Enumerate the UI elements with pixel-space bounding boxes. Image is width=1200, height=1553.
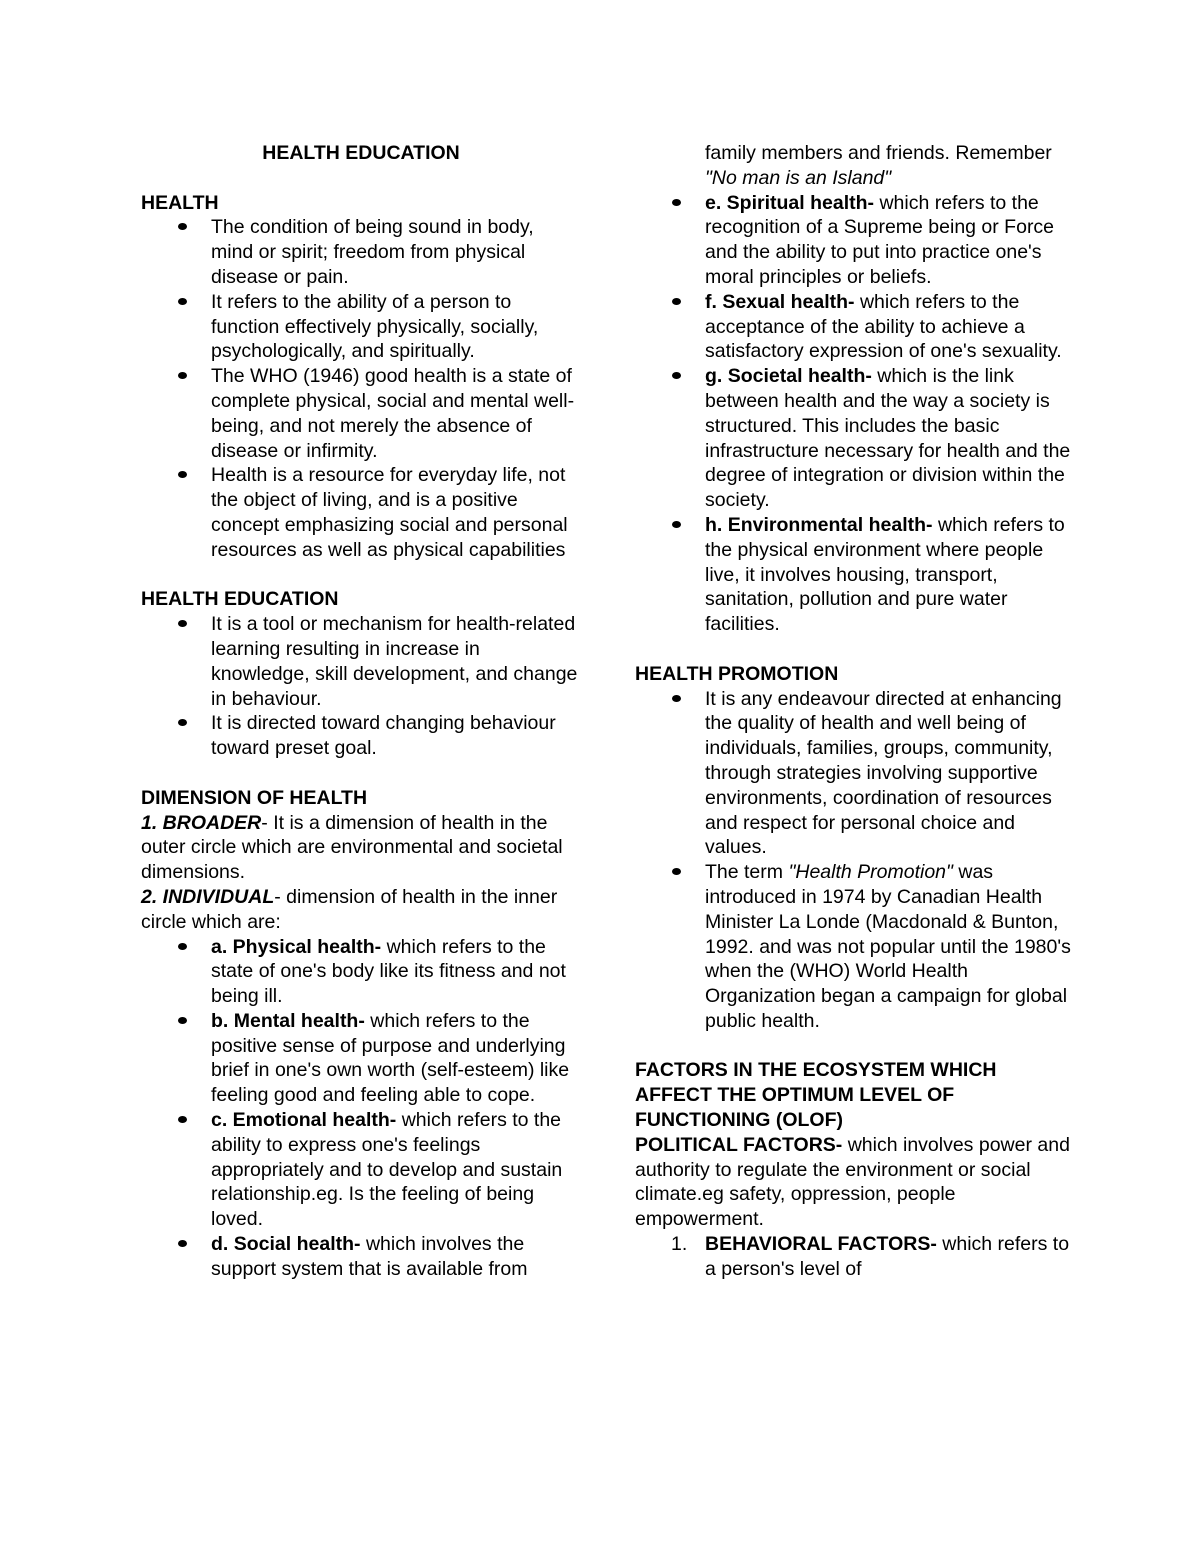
list-item: a. Physical health- which refers to the state of one's body like its fitness and not being ill.	[141, 935, 581, 1009]
list-item: 1. BEHAVIORAL FACTORS- which refers to a person's level of	[671, 1233, 1070, 1280]
list-item: It refers to the ability of a person to function effectively physically, socially, psychologically, and spiritually.	[141, 290, 581, 364]
list-item: e. Spiritual health- which refers to the recognition of a Supreme being or Force and the ability to put into practice one's moral principles or beliefs.	[635, 191, 1075, 290]
list-item: The condition of being sound in body, mind or spirit; freedom from physical disease or pain.	[141, 215, 581, 289]
bullet-icon	[178, 719, 187, 726]
list-item: It is directed toward changing behaviour toward preset goal.	[141, 711, 581, 761]
health-education-list	[141, 612, 581, 761]
list-item: The term "Health Promotion" was introduced in 1974 by Canadian Health Minister La Londe (Macdonald & Bunton, 1992. and was not popular until the 1980's when the (WHO) World Health Organization began a campaign for global public health.	[635, 860, 1075, 1034]
left-column	[141, 141, 581, 1282]
individual-label: 2. INDIVIDUAL	[141, 885, 275, 908]
list-item: It is any endeavour directed at enhancing the quality of health and well being of individuals, families, groups, community, through strategies involving supportive environments, coordination of resources and respect for personal choice and values.	[635, 687, 1075, 861]
bullet-icon	[178, 620, 187, 627]
factors-heading: FACTORS IN THE ECOSYSTEM WHICH AFFECT THE OPTIMUM LEVEL OF FUNCTIONING (OLOF)	[635, 1059, 997, 1132]
health-promotion-heading: HEALTH PROMOTION	[635, 662, 839, 685]
bullet-icon	[672, 695, 681, 702]
bullet-icon	[672, 199, 681, 206]
individual-paragraph: 2. INDIVIDUAL- dimension of health in the inner circle which are:	[141, 885, 558, 933]
broader-label: 1. BROADER	[141, 811, 262, 834]
factors-list	[635, 1232, 1075, 1282]
health-list	[141, 215, 581, 562]
bullet-icon	[178, 372, 187, 379]
bullet-icon	[178, 223, 187, 230]
list-item: Health is a resource for everyday life, not the object of living, and is a positive concept emphasizing social and personal resources as well as physical capabilities	[141, 463, 581, 562]
bullet-icon	[672, 868, 681, 875]
health-heading: HEALTH	[141, 191, 219, 214]
individual-dimension-list	[141, 935, 581, 1282]
list-item: f. Sexual health- which refers to the acceptance of the ability to achieve a satisfactory expression of one's sexuality.	[635, 290, 1075, 364]
page-title: HEALTH EDUCATION	[262, 142, 460, 164]
bullet-icon	[672, 372, 681, 379]
list-item: It is a tool or mechanism for health-related learning resulting in increase in knowledge, skill development, and change in behaviour.	[141, 612, 581, 711]
bullet-icon	[178, 471, 187, 478]
list-item: The WHO (1946) good health is a state of complete physical, social and mental well-being, and not merely the absence of disease or infirmity.	[141, 364, 581, 463]
bullet-icon	[178, 1240, 187, 1247]
bullet-icon	[178, 298, 187, 305]
right-column	[635, 141, 1075, 1282]
bullet-icon	[672, 521, 681, 528]
dimension-heading: DIMENSION OF HEALTH	[141, 786, 368, 809]
bullet-icon	[178, 1017, 187, 1024]
bullet-icon	[178, 943, 187, 950]
list-item-continued: family members and friends. Remember "No man is an Island"	[705, 142, 1052, 189]
bullet-icon	[178, 1116, 187, 1123]
broader-paragraph: 1. BROADER- It is a dimension of health in the outer circle which are environmental and societal dimensions.	[141, 811, 563, 884]
list-item: c. Emotional health- which refers to the ability to express one's feelings appropriately and to develop and sustain relationship.eg. Is the feeling of being loved.	[141, 1108, 581, 1232]
list-item: b. Mental health- which refers to the positive sense of purpose and underlying brief in one's own worth (self-esteem) like feeling good and feeling able to cope.	[141, 1009, 581, 1108]
health-education-heading: HEALTH EDUCATION	[141, 588, 339, 611]
health-promotion-list	[635, 687, 1075, 1034]
political-factors-paragraph: POLITICAL FACTORS- which involves power and authority to regulate the environment or social climate.eg safety, oppression, people empowerment.	[635, 1133, 1070, 1231]
list-item: h. Environmental health- which refers to the physical environment where people live, it involves housing, transport, sanitation, pollution and pure water facilities.	[635, 513, 1075, 637]
bullet-icon	[672, 298, 681, 305]
individual-dimension-list-continued	[635, 141, 1075, 637]
list-item: d. Social health- which involves the support system that is available from	[141, 1232, 581, 1282]
list-item: g. Societal health- which is the link between health and the way a society is structured. This includes the basic infrastructure necessary for health and the degree of integration or division within the society.	[635, 364, 1075, 513]
